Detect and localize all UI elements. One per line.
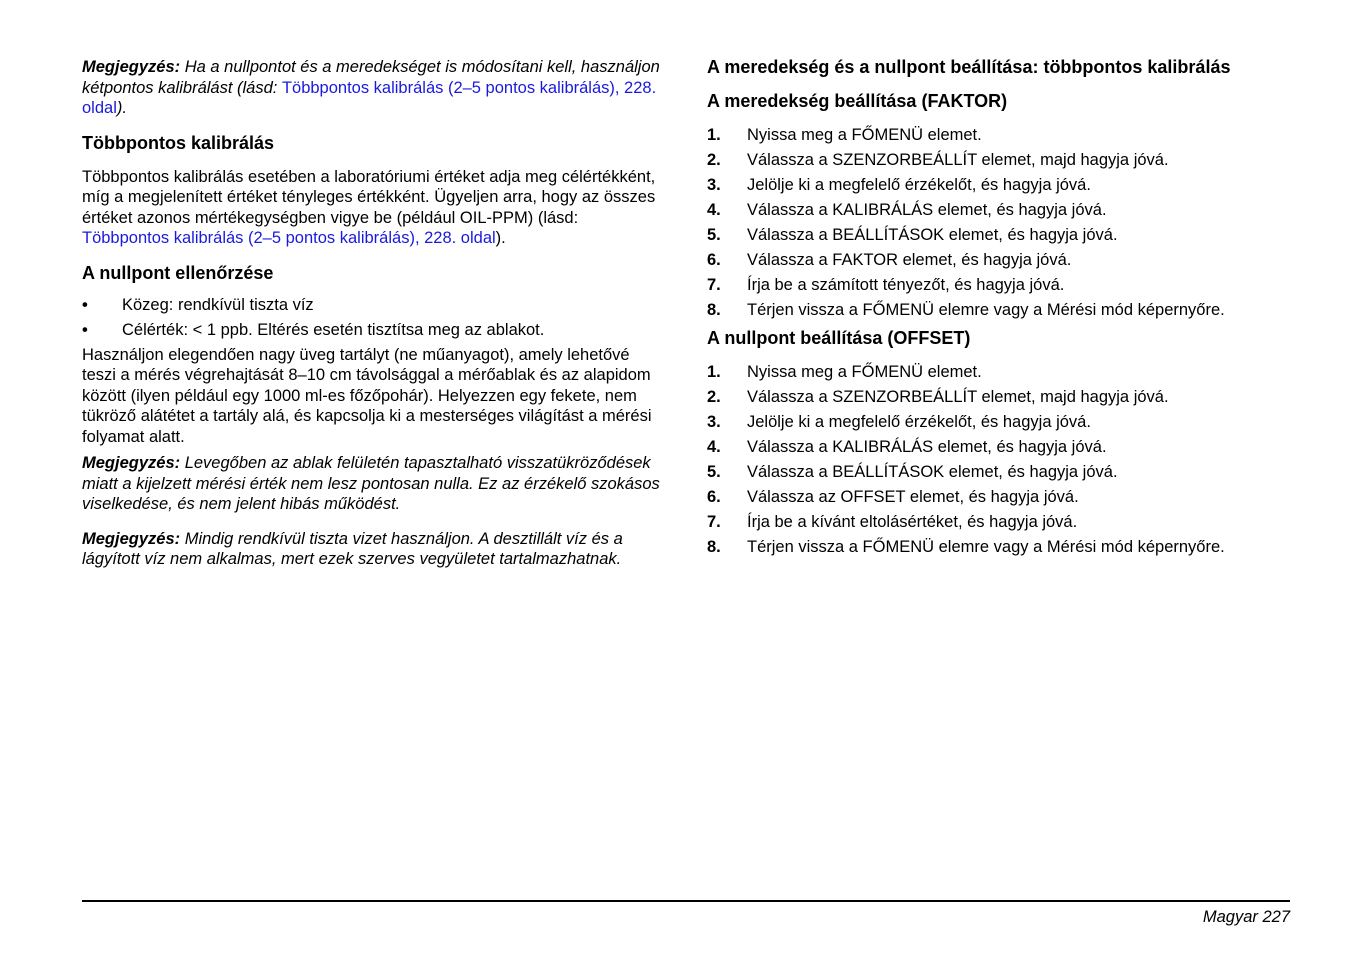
step-text: Jelölje ki a megfelelő érzékelőt, és hagyja jóvá. (747, 176, 1091, 194)
link-multipoint-calibration[interactable]: Többpontos kalibrálás (2–5 pontos kalibrálás), 228. oldal (82, 78, 657, 117)
step-number: 4. (707, 201, 721, 219)
right-column (707, 57, 1297, 562)
step-number: 1. (707, 126, 721, 144)
step-text: Jelölje ki a megfelelő érzékelőt, és hagyja jóvá. (747, 413, 1091, 431)
note-text: Ha a nullpontot és a meredekséget is módosítani kell, használjon kétpontos kalibrálást (lásd: (82, 58, 660, 97)
step-number: 6. (707, 488, 721, 506)
step-number: 7. (707, 276, 721, 294)
list-item (707, 462, 1297, 487)
list-item (707, 225, 1297, 250)
step-text: Írja be a kívánt eltolásértéket, és hagyja jóvá. (747, 513, 1078, 531)
list-item (707, 437, 1297, 462)
left-column (82, 57, 664, 570)
list-item (707, 150, 1297, 175)
step-text: Válassza a SZENZORBEÁLLÍT elemet, majd hagyja jóvá. (747, 388, 1169, 406)
heading-multipoint-calibration: Többpontos kalibrálás (82, 132, 275, 153)
paragraph-text: Többpontos kalibrálás esetében a laboratóriumi értéket adja meg célértékként, míg a megjelenített értéket tényleges értékként. Ügyeljen arra, hogy az összes értéket azonos mértékegységben vigye be (például OIL-PPM) (lásd: (82, 167, 656, 227)
step-text: Nyissa meg a FŐMENÜ elemet. (747, 363, 982, 381)
heading-slope-factor: A meredekség beállítása (FAKTOR) (707, 91, 1008, 111)
step-text: Válassza a BEÁLLÍTÁSOK elemet, és hagyja jóvá. (747, 226, 1118, 244)
step-number: 5. (707, 463, 721, 481)
note-text: Mindig rendkívül tiszta vizet használjon. A desztillált víz és a lágyított víz nem alkalmas, mert ezek szerves vegyületet tartalmazhatnak. (82, 529, 623, 568)
list-item (707, 537, 1297, 562)
list-item (707, 487, 1297, 512)
step-number: 8. (707, 301, 721, 319)
list-item (82, 320, 664, 341)
bullet-icon: • (82, 295, 88, 314)
paragraph-text-end: ). (495, 229, 506, 247)
offset-steps (707, 362, 1297, 562)
bullet-text: Közeg: rendkívül tiszta víz (122, 295, 314, 314)
step-text: Nyissa meg a FŐMENÜ elemet. (747, 126, 982, 144)
list-item (707, 512, 1297, 537)
note-clean-water (82, 529, 664, 570)
footer-divider (82, 900, 1290, 902)
step-number: 1. (707, 363, 721, 381)
list-item (707, 175, 1297, 200)
step-number: 2. (707, 388, 721, 406)
paragraph-zero-check: Használjon elegendően nagy üveg tartályt (ne műanyagot), amely lehetővé teszi a mérés végrehajtását 8–10 cm távolsággal a mérőablak és az alapidom között (ilyen például egy 1000 ml-es főzőpohár). Helyezzen egy fekete, nem tükröző alátétet a tartály alá, és kapcsolja ki a mesterséges világítást a mérési folyamat alatt. (82, 345, 652, 446)
step-number: 8. (707, 538, 721, 556)
step-text: Válassza a FAKTOR elemet, és hagyja jóvá. (747, 251, 1072, 269)
step-text: Válassza a BEÁLLÍTÁSOK elemet, és hagyja jóvá. (747, 463, 1118, 481)
note-label: Megjegyzés: (82, 454, 181, 472)
step-text: Válassza az OFFSET elemet, és hagyja jóvá. (747, 488, 1079, 506)
note-two-point (82, 57, 664, 119)
heading-slope-and-zero: A meredekség és a nullpont beállítása: többpontos kalibrálás (707, 57, 1231, 77)
paragraph-multipoint-calibration (82, 167, 664, 249)
list-item (707, 387, 1297, 412)
step-text: Térjen vissza a FŐMENÜ elemre vagy a Mérési mód képernyőre. (747, 538, 1225, 556)
step-text: Írja be a számított tényezőt, és hagyja jóvá. (747, 276, 1065, 294)
step-number: 3. (707, 176, 721, 194)
note-text-end: ). (116, 99, 127, 117)
zero-check-bullets (82, 295, 664, 341)
step-number: 4. (707, 438, 721, 456)
list-item (707, 125, 1297, 150)
note-reflection (82, 453, 664, 515)
note-label: Megjegyzés: (82, 58, 181, 76)
step-text: Válassza a KALIBRÁLÁS elemet, és hagyja jóvá. (747, 201, 1107, 219)
heading-zero-offset: A nullpont beállítása (OFFSET) (707, 328, 971, 348)
note-label: Megjegyzés: (82, 529, 181, 548)
list-item (707, 250, 1297, 275)
step-number: 3. (707, 413, 721, 431)
list-item (707, 412, 1297, 437)
heading-zero-check: A nullpont ellenőrzése (82, 262, 274, 283)
list-item (707, 200, 1297, 225)
note-text: Levegőben az ablak felületén tapasztalható visszatükröződések miatt a kijelzett mérési érték nem lesz pontosan nulla. Ez az érzékelő szokásos viselkedése, és nem jelent hibás működést. (82, 454, 660, 513)
step-number: 6. (707, 251, 721, 269)
list-item (707, 300, 1297, 325)
list-item (82, 295, 664, 316)
step-text: Térjen vissza a FŐMENÜ elemre vagy a Mérési mód képernyőre. (747, 301, 1225, 319)
bullet-text: Célérték: < 1 ppb. Eltérés esetén tisztítsa meg az ablakot. (122, 320, 545, 339)
link-multipoint-calibration-2[interactable]: Többpontos kalibrálás (2–5 pontos kalibrálás), 228. oldal (82, 229, 496, 247)
step-number: 5. (707, 226, 721, 244)
page-footer: Magyar 227 (1202, 908, 1290, 926)
list-item (707, 362, 1297, 387)
faktor-steps (707, 125, 1297, 325)
list-item (707, 275, 1297, 300)
step-number: 7. (707, 513, 721, 531)
step-text: Válassza a KALIBRÁLÁS elemet, és hagyja jóvá. (747, 438, 1107, 456)
step-number: 2. (707, 151, 721, 169)
bullet-icon: • (82, 320, 88, 339)
step-text: Válassza a SZENZORBEÁLLÍT elemet, majd hagyja jóvá. (747, 151, 1169, 169)
